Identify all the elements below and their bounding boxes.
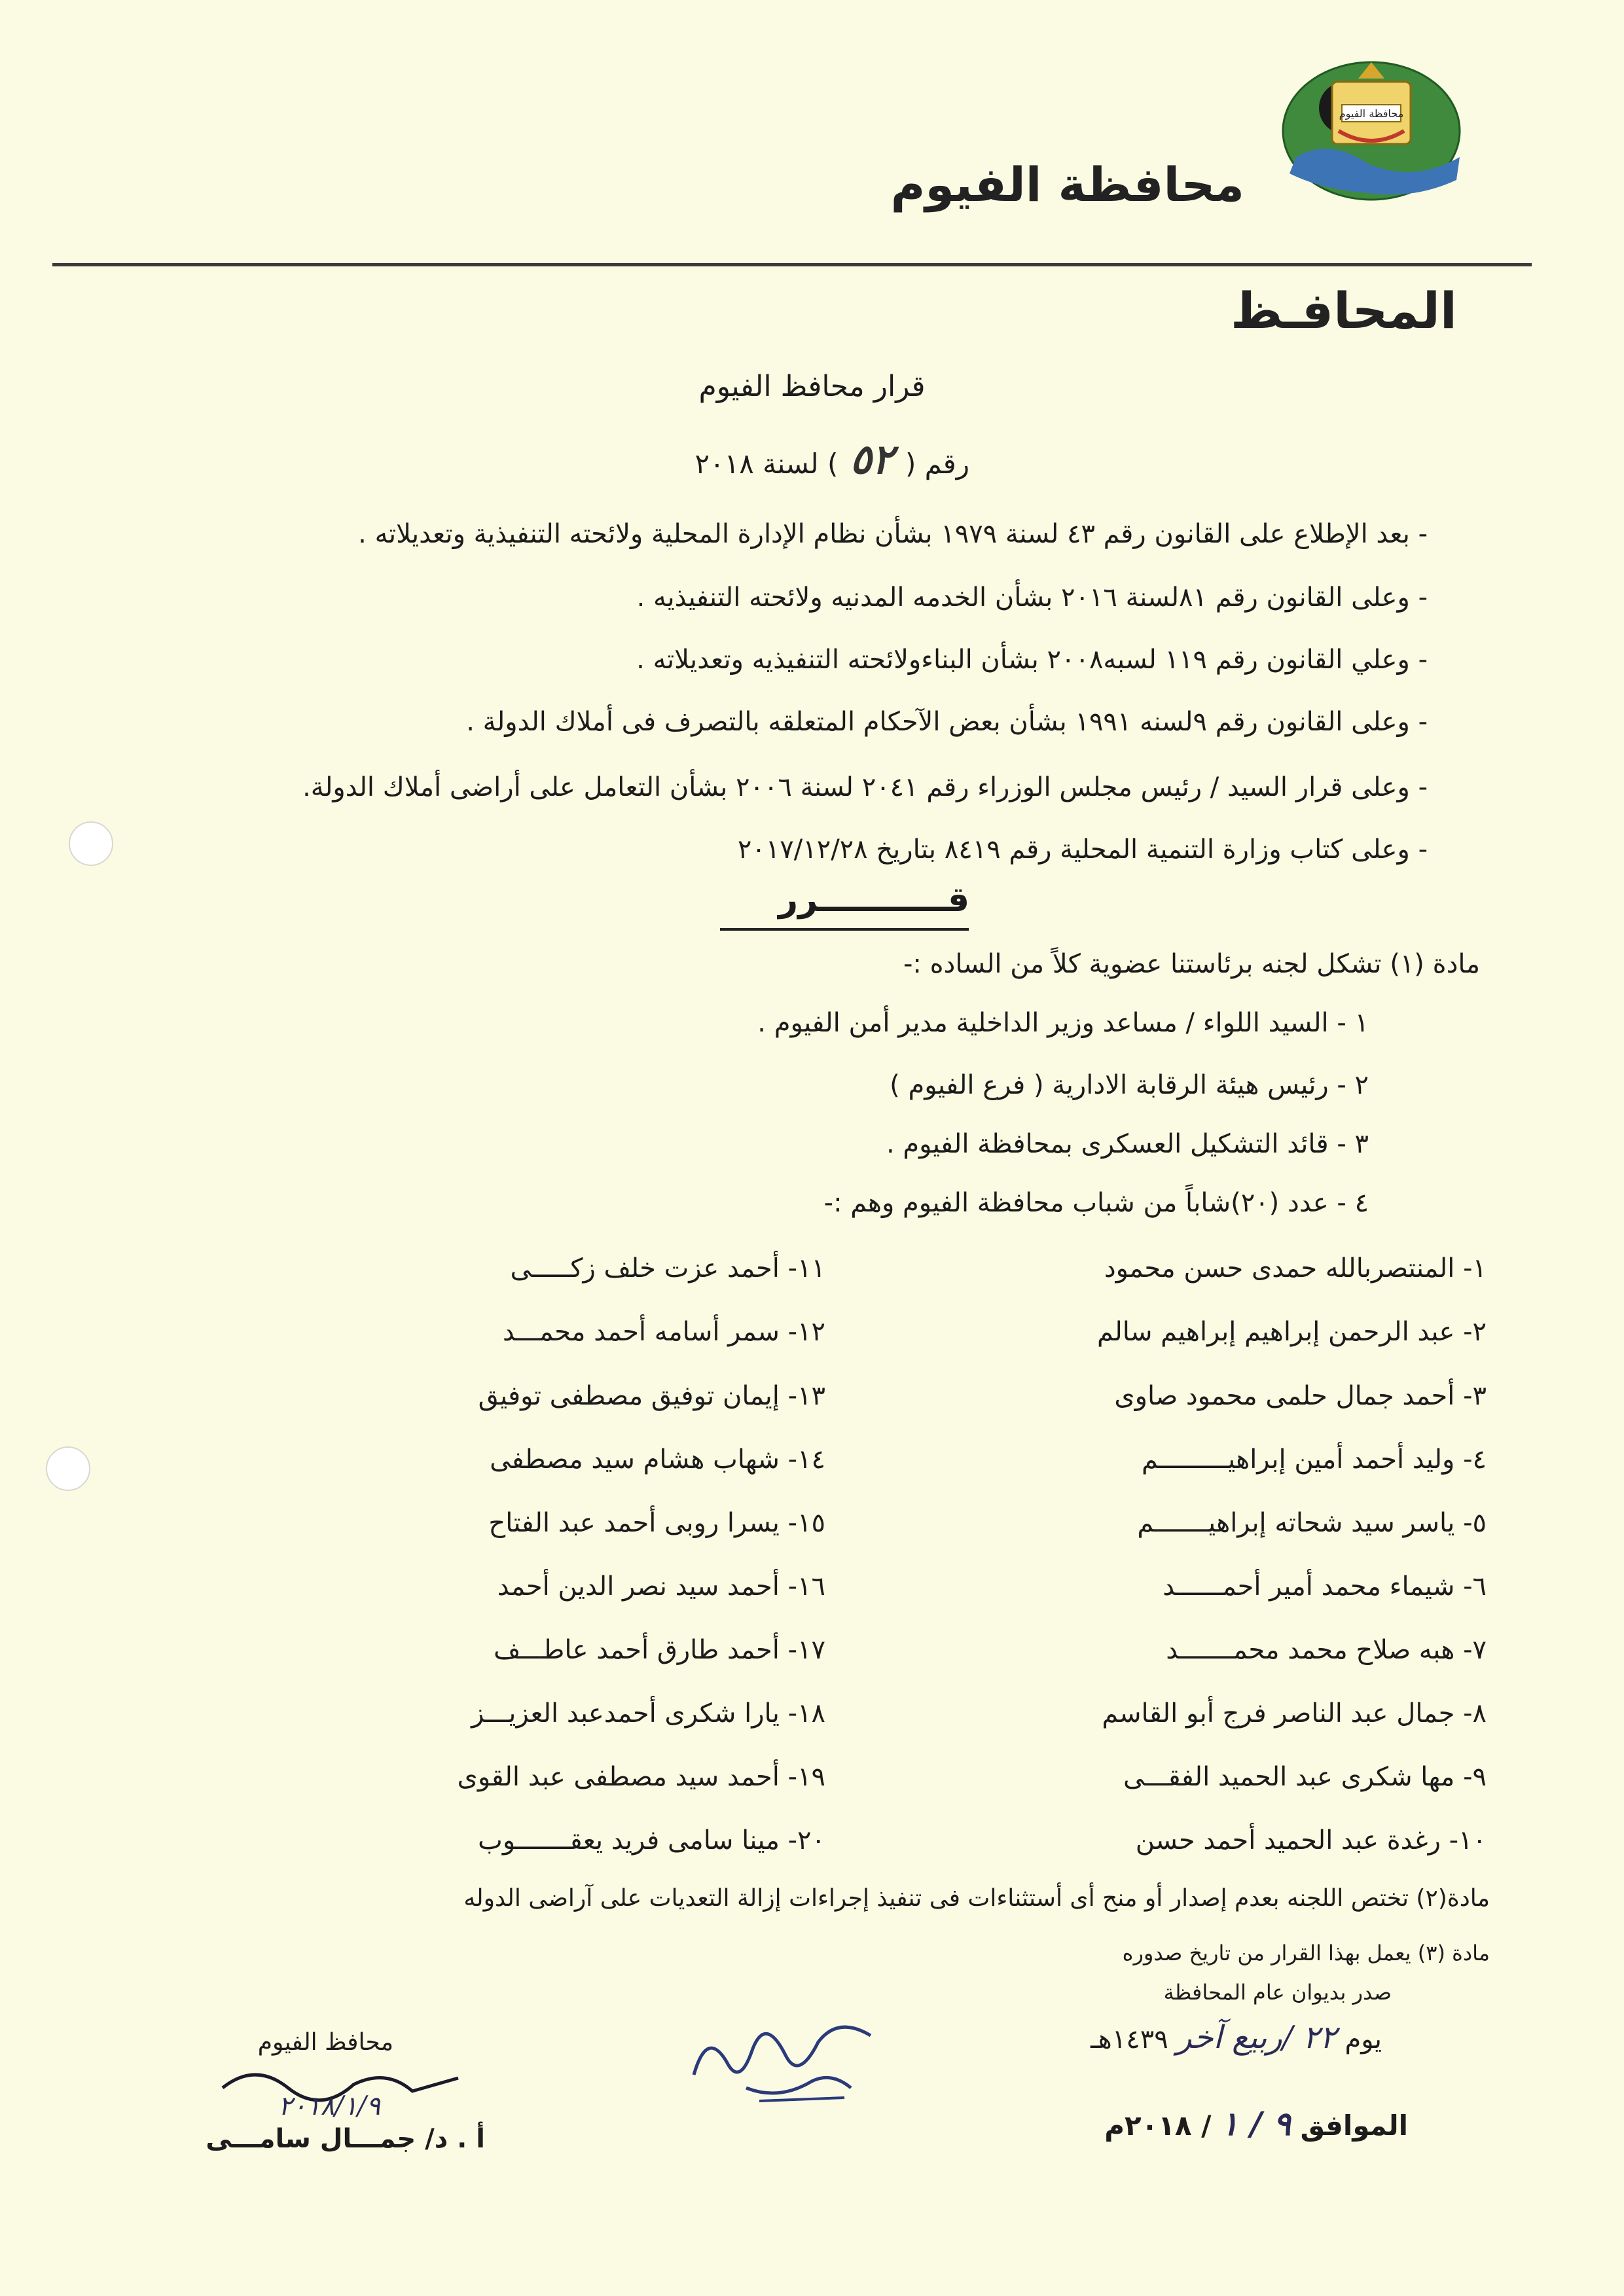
preamble-line: - وعلى قرار السيد / رئيس مجلس الوزراء رقم ٢٠٤١ لسنة ٢٠٠٦ بشأن التعامل على أراضى أملاك الدولة. [302, 772, 1428, 802]
decree-number: ٥٢ [850, 435, 893, 483]
governorate-logo [1270, 59, 1466, 209]
date-gregorian [1104, 2104, 1408, 2143]
preamble-line: - وعلى القانون رقم ٨١لسنة ٢٠١٦ بشأن الخدمه المدنيه ولائحته التنفيذيه . [636, 583, 1428, 613]
article2-text: مادة(٢) تختص اللجنه بعدم إصدار أو منح أى أستثناءات فى تنفيذ إجراءات إزالة التعديات على آراضى الدوله [463, 1885, 1490, 1912]
youth-member: ١٧- أحمد طارق أحمد عاطـــف [493, 1635, 825, 1665]
decides-underline [720, 928, 969, 931]
youth-member: ٣- أحمد جمال حلمى محمود صاوى [1114, 1381, 1487, 1411]
header-rule [52, 263, 1532, 266]
youth-member: ٧- هبه صلاح محمد محمـــــــد [1166, 1635, 1487, 1665]
committee-member: ٢ - رئيس هيئة الرقابة الادارية ( فرع الفيوم ) [890, 1070, 1369, 1100]
committee-member: ١ - السيد اللواء / مساعد وزير الداخلية مدير أمن الفيوم . [757, 1008, 1369, 1038]
date-hijri-prefix: يوم [1344, 2024, 1382, 2054]
date-hijri-handwritten: ٢٢ /ربيع آخر [1176, 2019, 1337, 2056]
preamble-line: - وعلى القانون رقم ٩لسنه ١٩٩١ بشأن بعض الآحكام المتعلقه بالتصرف فى أملاك الدولة . [466, 707, 1428, 737]
issued-text: صدر بديوان عام المحافظة [1163, 1980, 1392, 2005]
youth-member: ١- المنتصربالله حمدى حسن محمود [1104, 1253, 1487, 1283]
youth-member: ١٠- رغدة عبد الحميد أحمد حسن [1135, 1825, 1487, 1856]
date-greg-prefix: الموافق [1300, 2109, 1408, 2142]
date-greg-suffix: / ٢٠١٨م [1104, 2109, 1212, 2142]
signature-handwritten-date: ٢٠١٨/١/٩ [278, 2091, 380, 2121]
youth-member: ١٩- أحمد سيد مصطفى عبد القوى [457, 1762, 825, 1792]
governorate-name: محافظة الفيوم [890, 157, 1244, 212]
committee-member: ٤ - عدد (٢٠)شاباً من شباب محافظة الفيوم وهم :- [823, 1188, 1369, 1218]
decree-number-suffix: ) لسنة ٢٠١٨ [695, 448, 839, 480]
logo-caption: محافظة الفيوم [1339, 107, 1404, 120]
punch-hole-bottom [46, 1446, 90, 1491]
youth-member: ٥- ياسر سيد شحاته إبراهيـــــــم [1137, 1508, 1487, 1538]
date-hijri-suffix: ١٤٣٩هـ [1090, 2024, 1168, 2054]
youth-member: ١٨- يارا شكرى أحمدعبد العزيـــز [471, 1698, 825, 1729]
preamble-line: - بعد الإطلاع على القانون رقم ٤٣ لسنة ١٩٧٩ بشأن نظام الإدارة المحلية ولائحته التنفيذية وتعديلاته . [358, 519, 1428, 549]
signature-title: محافظ الفيوم [257, 2029, 393, 2056]
youth-member: ١٥- يسرا روبى أحمد عبد الفتاح [488, 1508, 825, 1538]
office-title: المحافـظ [1231, 281, 1457, 340]
preamble-line: - وعلى كتاب وزارة التنمية المحلية رقم ٨٤١٩ بتاريخ ٢٠١٧/١٢/٢٨ [737, 834, 1428, 865]
committee-member: ٣ - قائد التشكيل العسكرى بمحافظة الفيوم . [886, 1129, 1369, 1159]
decree-number-prefix: رقم ( [905, 448, 969, 480]
youth-member: ٨- جمال عبد الناصر فرج أبو القاسم [1102, 1698, 1487, 1729]
youth-member: ١٦- أحمد سيد نصر الدين أحمد [497, 1571, 825, 1602]
article1-text: مادة (١) تشكل لجنه برئاستنا عضوية كلاً من الساده :- [903, 949, 1480, 979]
youth-member: ١١- أحمد عزت خلف زكـــــى [510, 1253, 825, 1283]
decides-label: قـــــــــــرر [778, 880, 969, 920]
approval-initials-signature [681, 2003, 890, 2114]
youth-member: ٢٠- مينا سامى فريد يعقـــــــوب [478, 1825, 825, 1856]
date-hijri [1091, 2019, 1382, 2056]
decree-number-line [695, 435, 969, 483]
youth-member: ١٢- سمر أسامه أحمد محمـــد [502, 1317, 825, 1347]
decree-title: قرار محافظ الفيوم [698, 370, 926, 403]
youth-member: ٤- وليد أحمد أمين إبراهيـــــــــم [1141, 1444, 1487, 1475]
youth-member: ١٣- إيمان توفيق مصطفى توفيق [478, 1381, 825, 1411]
date-greg-handwritten: ٩ / ١ [1221, 2104, 1291, 2143]
punch-hole-top [69, 821, 113, 866]
youth-member: ٢- عبد الرحمن إبراهيم إبراهيم سالم [1096, 1317, 1487, 1347]
article3-text: مادة (٣) يعمل بهذا القرار من تاريخ صدوره [1122, 1941, 1490, 1965]
preamble-line: - وعلي القانون رقم ١١٩ لسبه٢٠٠٨ بشأن البناءولائحته التنفيذيه وتعديلاته . [636, 645, 1428, 675]
signature-name: أ . د/ جمـــال سامـــى [206, 2124, 485, 2154]
youth-member: ٩- مها شكرى عبد الحميد الفقـــى [1123, 1762, 1487, 1792]
youth-member: ٦- شيماء محمد أمير أحمــــــد [1163, 1571, 1487, 1602]
youth-member: ١٤- شهاب هشام سيد مصطفى [490, 1444, 825, 1475]
